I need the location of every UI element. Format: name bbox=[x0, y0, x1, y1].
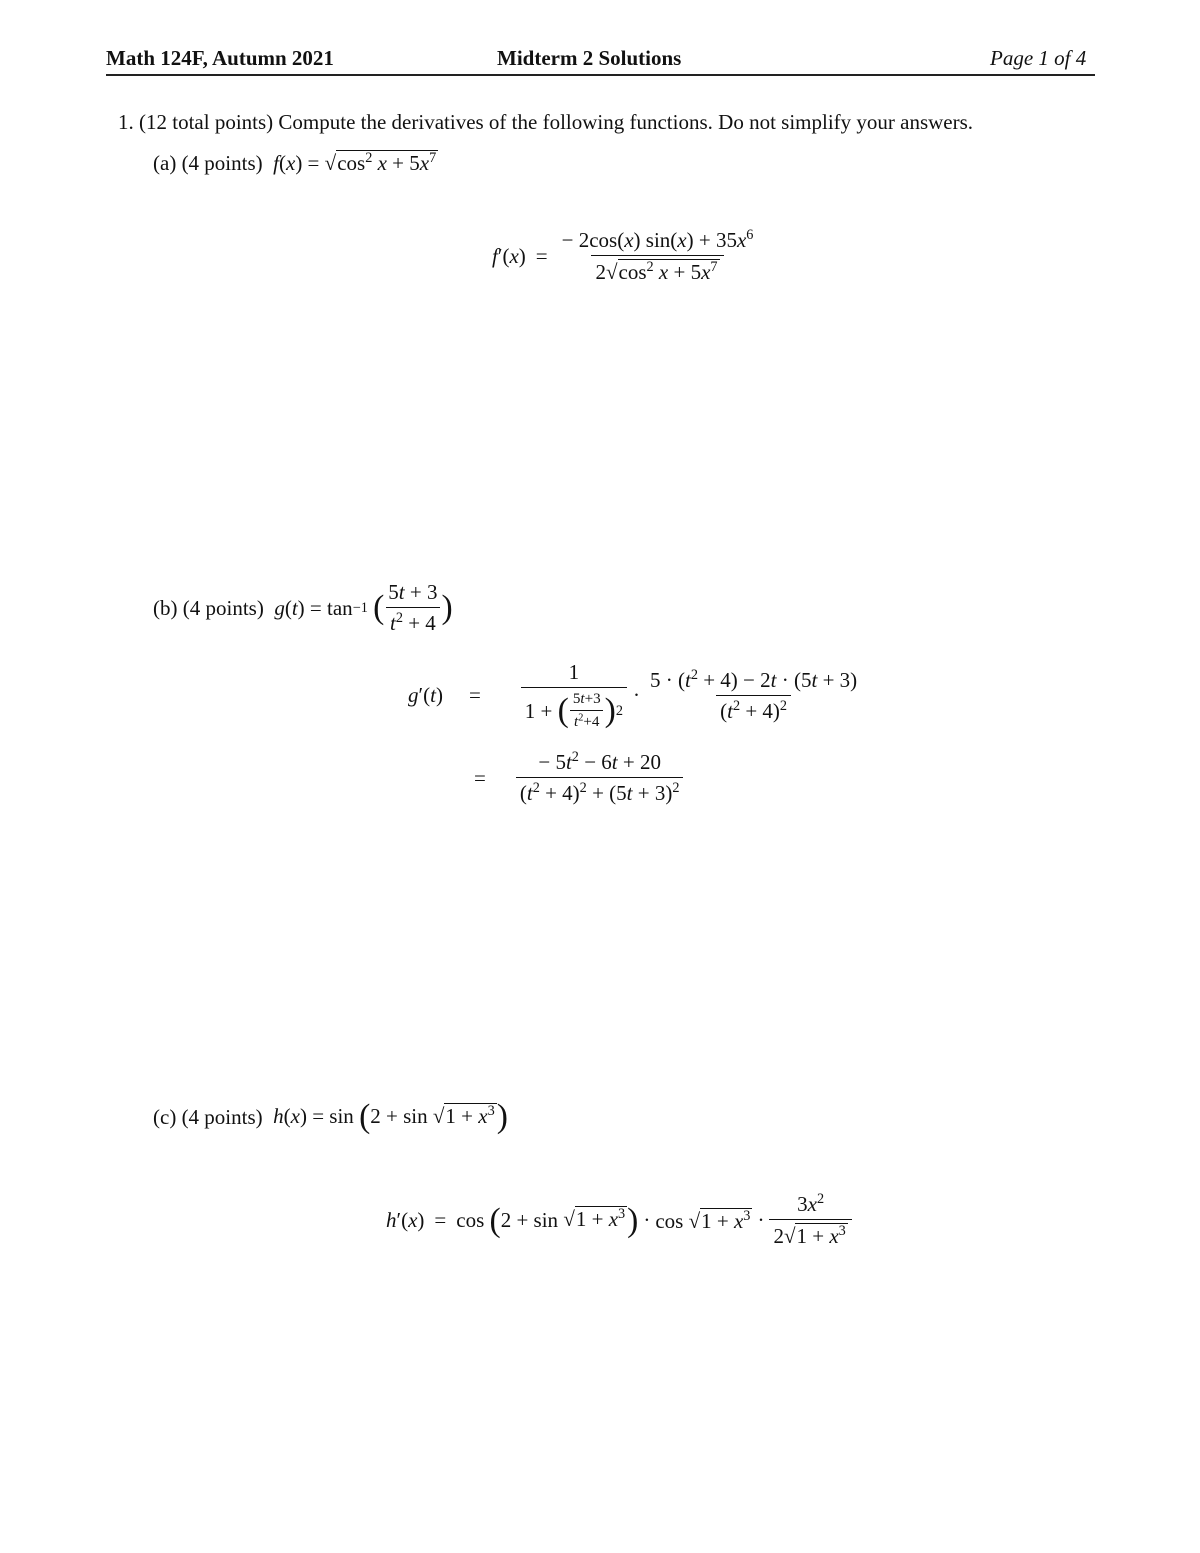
part-a-points: (4 points) bbox=[181, 151, 263, 175]
header-rule bbox=[106, 74, 1095, 76]
part-a-derivative: f′(x) = $\frac{- 2\cos(x) \sin(x) + 35x^6}{2√\cos^2 x + 5x^7}$ bbox=[492, 227, 754, 284]
part-c-label: (c) bbox=[153, 1104, 177, 1129]
header-page-number: Page 1 of 4 bbox=[990, 46, 1087, 70]
part-a-statement bbox=[153, 150, 438, 176]
header-course: Math 124F, Autumn 2021 bbox=[106, 46, 334, 70]
part-a-function: $f(x) = √\cos^2$ $x + 5x^7$ bbox=[273, 150, 437, 175]
part-b-derivative-step-2: = $\frac{- 5t^2 - 6t + 20}{(t^2 + 4)^2 + (5t + 3)^2}$ bbox=[474, 750, 683, 806]
part-c-function: $h(x) = \sin (2 + \sin √1 + x^3)$ bbox=[273, 1098, 508, 1135]
part-c-points: (4 points) bbox=[181, 1104, 263, 1129]
problem-number: 1. bbox=[118, 110, 134, 134]
part-a-label: (a) bbox=[153, 151, 177, 175]
part-b-derivative-step-1: g′(t) = 1 1 + ( $\frac{5t+3}{t^2+4}$ ) 2 · $\frac{5 \cdot (t^2 + 4) - 2t \cdot (5t + 3)}{(t^2 + 4)^2}$ bbox=[408, 660, 858, 730]
part-b-function: g ( t ) = tan −1 ( $\frac{5t + 3}{t^2 + 4}$ ) bbox=[274, 580, 453, 635]
part-c-derivative: h′(x) = $\cos (2 + \sin √1 + x^3)$ · $\cos √1 + x^3$ · $\frac{3x^2}{2√1 + x^3}$ bbox=[386, 1192, 852, 1249]
header-title: Midterm 2 Solutions bbox=[497, 46, 682, 70]
problem-1-statement bbox=[118, 110, 973, 135]
part-b-statement bbox=[153, 580, 453, 636]
part-b-points: (4 points) bbox=[182, 595, 264, 620]
part-c-statement bbox=[153, 1098, 508, 1136]
problem-prompt: (12 total points) Compute the derivatives of the following functions. Do not simplify your answers. bbox=[139, 110, 974, 134]
part-b-label: (b) bbox=[153, 595, 178, 620]
